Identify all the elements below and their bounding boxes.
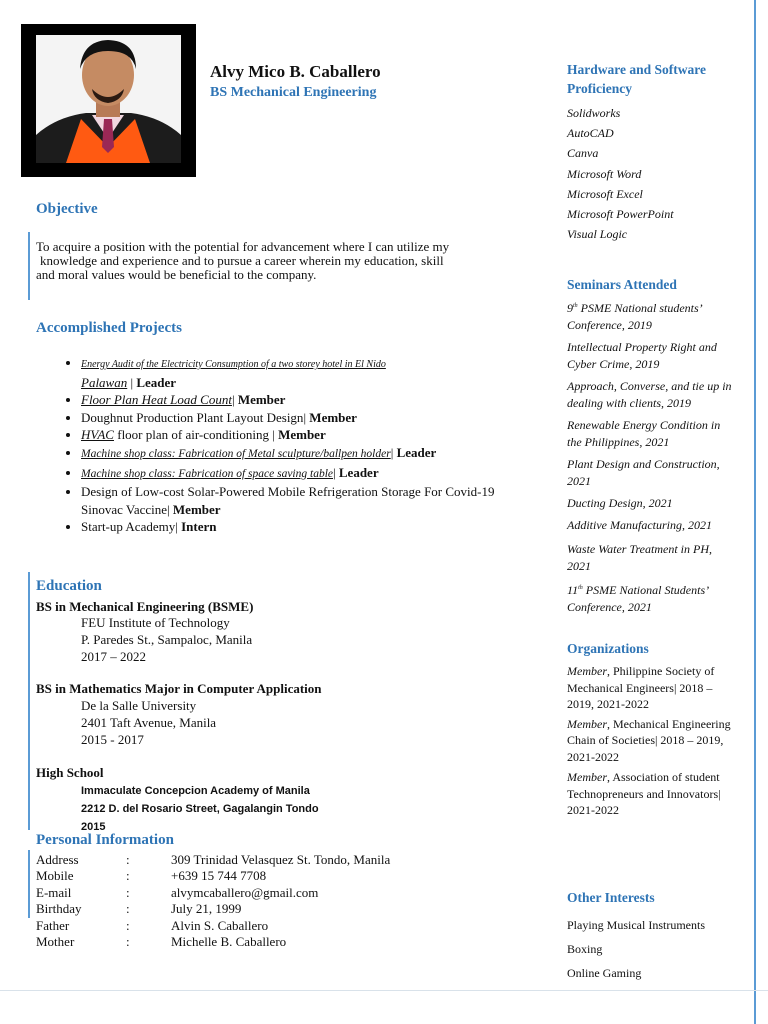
list-item: Waste Water Treatment in PH, 2021 [567, 542, 713, 573]
interests-list [567, 913, 705, 985]
skills-list [567, 103, 674, 244]
list-item: • Doughnut Production Plant Layout Design| Member [81, 409, 621, 427]
list-item: Canva [567, 146, 599, 161]
seminars-list [567, 298, 757, 616]
objective-text: To acquire a position with the potential for advancement where I can utilize my knowledge and experience and to pursue a career wherein my education, skill and moral values would be beneficial to the company. [36, 239, 450, 282]
list-item: Renewable Energy Condition in the Philippines, 2021 [567, 418, 721, 449]
list-item: Approach, Converse, and tie up in dealing with clients, 2019 [567, 379, 732, 410]
list-item: AutoCAD [567, 126, 614, 141]
footer-rule [0, 990, 768, 991]
objective-rule [28, 232, 30, 300]
profile-photo [36, 35, 181, 163]
list-item: Online Gaming [567, 966, 642, 980]
list-item: • Design of Low-cost Solar-Powered Mobile Refrigeration Storage For Covid-19 Sinovac Vaccine| Member [81, 483, 621, 518]
edu-degree-2: BS in Mathematics Major in Computer Application [36, 681, 322, 696]
list-item: • Energy Audit of the Electricity Consumption of a two storey hotel in El Nido Palawan | Leader [81, 354, 621, 391]
education-heading: Education [36, 578, 102, 594]
edu-details-1: FEU Institute of Technology P. Paredes St., Sampaloc, Manila 2017 – 2022 [81, 615, 253, 664]
edu-details-2: De la Salle University 2401 Taft Avenue, Manila 2015 - 2017 [81, 698, 217, 747]
list-item: 11th PSME National Students’ Conference, 2021 [567, 583, 710, 614]
list-item: Boxing [567, 942, 603, 956]
list-item: • Floor Plan Heat Load Count| Member [81, 391, 621, 409]
list-item: Member, Association of student Technopreneurs and Innovators| 2021-2022 [567, 770, 721, 817]
edu-degree-3: High School [36, 765, 104, 780]
candidate-name: Alvy Mico B. Caballero [210, 62, 381, 81]
projects-list [36, 354, 621, 536]
list-item: Additive Manufacturing, 2021 [567, 518, 712, 532]
list-item: • HVAC floor plan of air-conditioning | Member [81, 426, 621, 444]
edu-degree-1: BS in Mechanical Engineering (BSME) [36, 599, 254, 614]
edu-details-3: Immaculate Concepcion Academy of Manila 2212 D. del Rosario Street, Gagalangin Tondo 2015 [81, 785, 319, 833]
personal-heading: Personal Information [36, 832, 174, 848]
list-item: Microsoft Word [567, 166, 642, 181]
list-item: Member, Philippine Society of Mechanical Engineers| 2018 – 2019, 2021-2022 [567, 664, 715, 711]
list-item: Visual Logic [567, 227, 628, 242]
projects-heading: Accomplished Projects [36, 320, 182, 336]
organizations-list [567, 663, 757, 819]
list-item: • Start-up Academy| Intern [81, 518, 621, 536]
interests-heading: Other Interests [567, 890, 655, 905]
list-item: Member, Mechanical Engineering Chain of Societies| 2018 – 2019, 2021-2022 [567, 716, 731, 764]
personal-rule [28, 850, 30, 918]
list-item: Microsoft PowerPoint [567, 207, 674, 222]
list-item: Solidworks [567, 106, 621, 120]
organizations-heading: Organizations [567, 641, 649, 656]
list-item: 9th PSME National students’ Conference, 2019 [567, 301, 703, 332]
objective-heading: Objective [36, 201, 98, 217]
skills-heading: Hardware and Software Proficiency [567, 62, 706, 96]
list-item: Playing Musical Instruments [567, 918, 705, 932]
candidate-degree: BS Mechanical Engineering [210, 85, 377, 100]
list-item: • Machine shop class: Fabrication of space saving table| Leader [81, 464, 621, 484]
list-item: Ducting Design, 2021 [567, 496, 673, 510]
education-rule [28, 572, 30, 830]
seminars-heading: Seminars Attended [567, 277, 677, 292]
list-item: Intellectual Property Right and Cyber Crime, 2019 [567, 340, 717, 371]
list-item: • Machine shop class: Fabrication of Metal sculpture/ballpen holder| Leader [81, 444, 621, 464]
list-item: Microsoft Excel [567, 186, 643, 201]
list-item: Plant Design and Construction, 2021 [567, 457, 720, 488]
